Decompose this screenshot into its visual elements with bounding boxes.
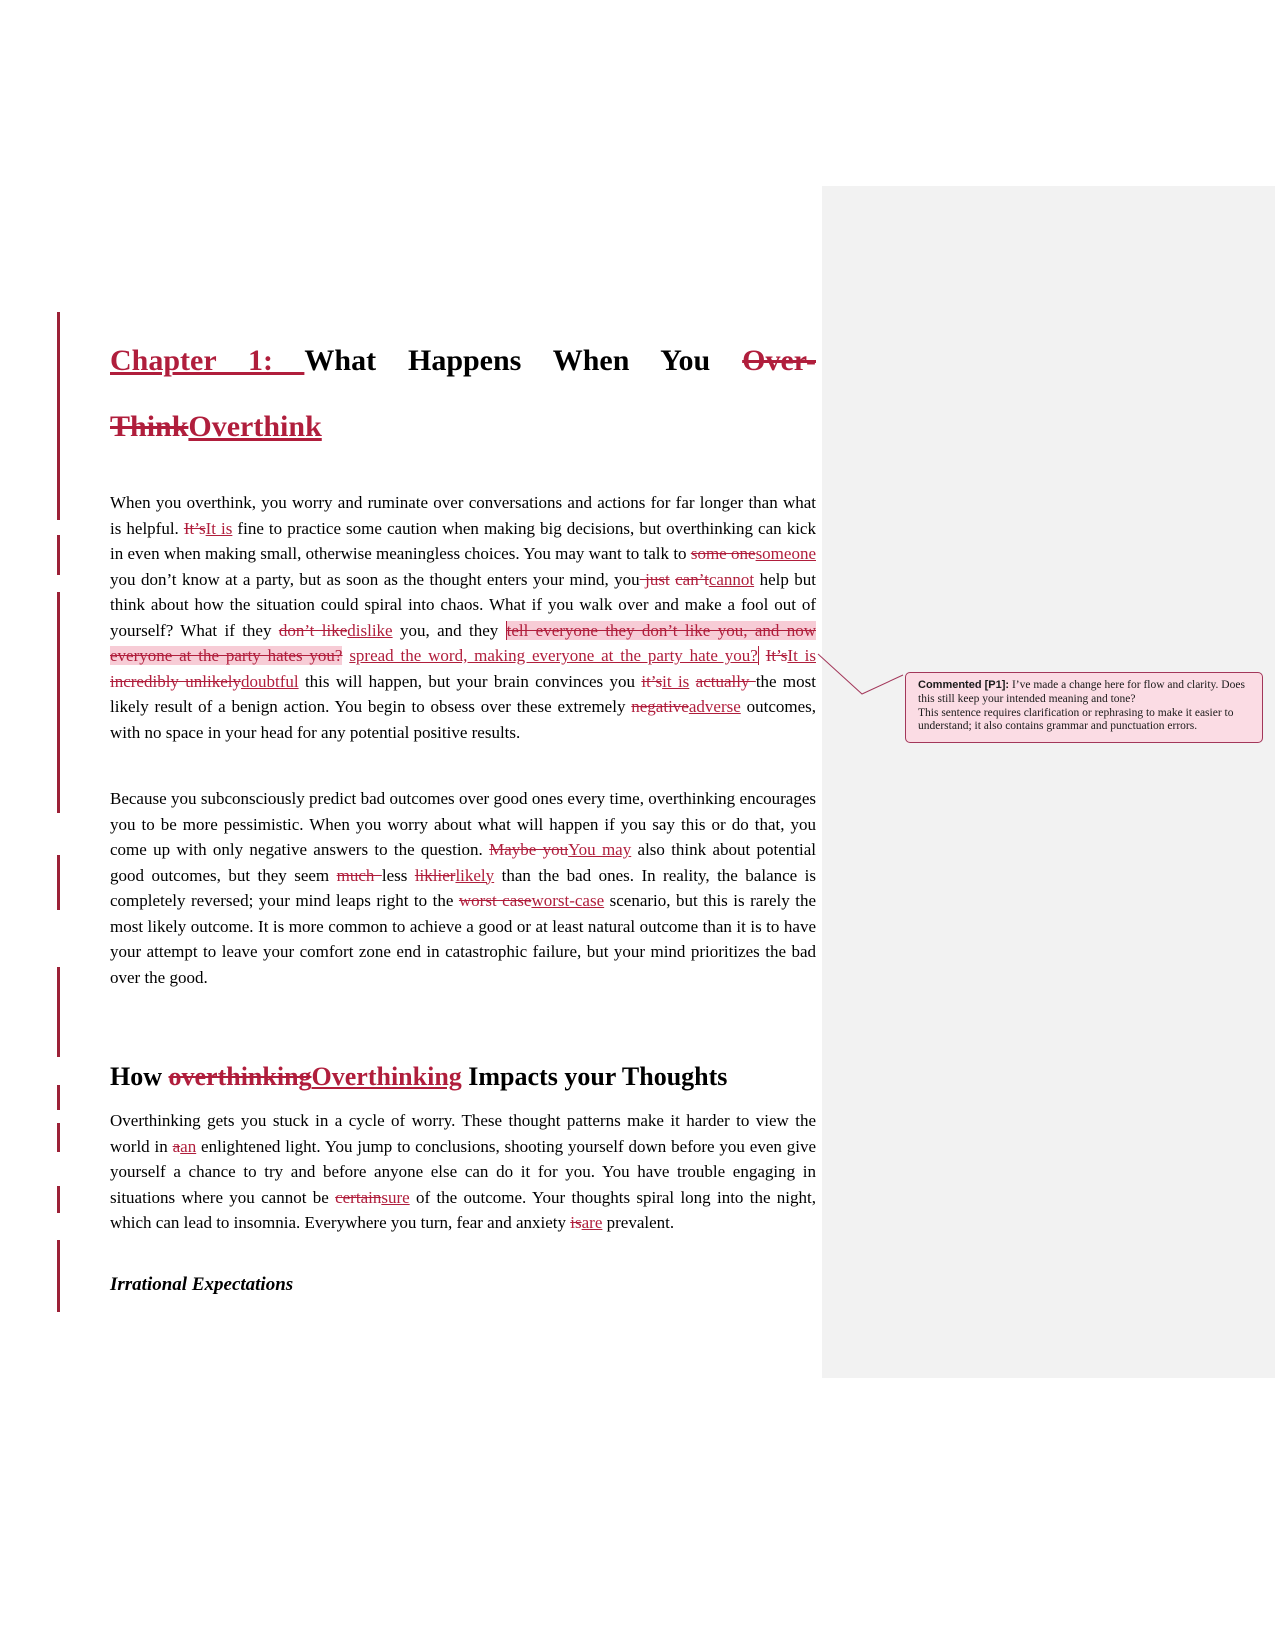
deleted-text[interactable]: It’s [183,518,206,538]
chapter-title [110,328,816,460]
inserted-text[interactable]: an [180,1136,197,1156]
inserted-text[interactable]: someone [755,544,816,563]
deleted-text[interactable]: negative [631,697,689,716]
comment-text-2: This sentence requires clarification or rephrasing to make it easier to understand; it also contains grammar and punctuation errors. [918,706,1234,733]
deleted-text[interactable]: It’s [765,646,788,665]
body-paragraph-2 [110,786,816,990]
inserted-text[interactable]: Chapter 1: [110,344,305,377]
comment-text-1: I’ve made a change here for flow and clarity. Does this still keep your intended meaning and tone? [918,679,1245,705]
unchanged-text: Overthinking gets you stuck in a cycle of worry. These thought patterns make it harder to view the world in [110,1111,816,1156]
deleted-text[interactable]: Over- [742,344,816,377]
deleted-text[interactable]: is [570,1213,582,1232]
unchanged-text: prevalent. [602,1213,675,1232]
deleted-text[interactable]: worst case [458,891,532,910]
unchanged-text: enlightened light. You jump to conclusions, shooting yourself down before you even give yourself a chance to try and before anyone else can do it for you. You have trouble engaging in situations where you cannot be [110,1136,816,1207]
inserted-text[interactable]: It is [205,518,233,538]
change-bar[interactable] [57,592,60,813]
inserted-text[interactable]: Overthinking [311,1062,462,1091]
unchanged-text: help but think about how the situation could spiral into chaos. What if you walk over and make a fool out of yourself? What if they [110,569,817,640]
markup-area [822,186,1275,1378]
deleted-text[interactable]: overthinking [168,1062,312,1091]
inserted-text[interactable]: spread the word, making everyone at the party hate you? [349,646,758,665]
unchanged-text: outcomes, with no space in your head for any potential positive results. [110,697,816,742]
change-bar[interactable] [57,535,60,575]
deleted-text[interactable]: don’t like [278,620,348,640]
deleted-text[interactable]: just [639,569,670,589]
inserted-text[interactable]: doubtful [240,671,299,691]
unchanged-text: fine to practice some caution when making big decisions, but overthinking can kick in even when making small, otherwise meaningless choices. You may want to talk to [110,518,816,563]
deleted-text[interactable]: actually [695,671,756,691]
unchanged-text: you, and they [392,620,506,640]
inserted-text[interactable]: Overthink [188,410,322,443]
unchanged-text: Because you subconsciously predict bad outcomes over good ones every time, overthinking encourages you to be more pessimistic. When you worry about what will happen if you say this or do that, you come up with only negative answers to the question. [110,789,816,859]
deleted-text[interactable]: can’t [675,569,709,589]
deleted-text[interactable]: liklier [414,865,456,885]
change-bar[interactable] [57,855,60,910]
inserted-text[interactable]: sure [381,1187,410,1207]
deleted-text-commented[interactable]: tell everyone they don’t like you, and now everyone at the party hates you? [110,620,816,665]
unchanged-text: How [110,1062,169,1091]
deleted-text[interactable]: a [172,1136,181,1156]
inserted-text[interactable]: are [581,1213,603,1232]
deleted-text[interactable]: incredibly unlikely [110,671,241,691]
unchanged-text: than the bad ones. In reality, the balance is completely reversed; your mind leaps right to the [110,865,817,910]
deleted-text[interactable]: Think [110,410,189,443]
change-bar[interactable] [57,1085,60,1110]
inserted-text[interactable]: It is [787,646,816,665]
inserted-text[interactable]: You may [568,840,632,859]
body-paragraph-3 [110,1108,816,1236]
chapter-title-line-1 [110,328,816,394]
deleted-text[interactable]: much [336,865,382,885]
deleted-text[interactable]: it’s [641,671,663,691]
unchanged-text: When you overthink, you worry and ruminate over conversations and actions for far longer than what is helpful. [110,493,816,538]
body-paragraph-1 [110,490,816,745]
unchanged-text: you don’t know at a party, but as soon as the thought enters your mind, you [110,569,640,589]
unchanged-text: of the outcome. Your thoughts spiral long into the night, which can lead to insomnia. Everywhere you turn, fear and anxiety [110,1187,817,1232]
unchanged-text: less [381,865,415,885]
change-bar[interactable] [57,1123,60,1152]
unchanged-text: the most likely result of a benign action. You begin to obsess over these extremely [110,671,816,716]
inserted-text[interactable]: adverse [688,697,741,716]
deleted-text[interactable]: Maybe you [489,840,569,859]
chapter-title-line-2 [110,394,816,460]
comment-balloon[interactable] [905,672,1263,743]
unchanged-text: What Happens When You [304,344,743,377]
unchanged-text: scenario, but this is rarely the most likely outcome. It is more common to achieve a good or at least natural outcome than it is to have your attempt to leave your comfort zone end in catastrophic failure, but your mind prioritizes the bad over the good. [110,891,817,987]
unchanged-text: Impacts your Thoughts [461,1062,728,1091]
unchanged-text: also think about potential good outcomes, but they seem [110,840,816,885]
inserted-text[interactable]: cannot [708,569,755,589]
subsection-heading: Irrational Expectations [110,1274,294,1295]
unchanged-text [759,646,766,665]
inserted-text[interactable]: dislike [347,620,393,640]
inserted-text[interactable]: worst-case [531,891,605,910]
inserted-text[interactable]: it is [662,671,690,691]
change-bar[interactable] [57,312,60,520]
comment-body-1 [918,679,1252,707]
comment-author-label: Commented [P1]: [918,679,1010,691]
unchanged-text: this will happen, but your brain convinces you [298,671,642,691]
change-bar[interactable] [57,967,60,1057]
deleted-text[interactable]: some one [690,544,756,563]
section-heading [110,1060,816,1094]
deleted-text[interactable]: certain [335,1187,382,1207]
change-bar[interactable] [57,1186,60,1213]
inserted-text[interactable]: likely [455,865,495,885]
change-bar[interactable] [57,1240,60,1312]
